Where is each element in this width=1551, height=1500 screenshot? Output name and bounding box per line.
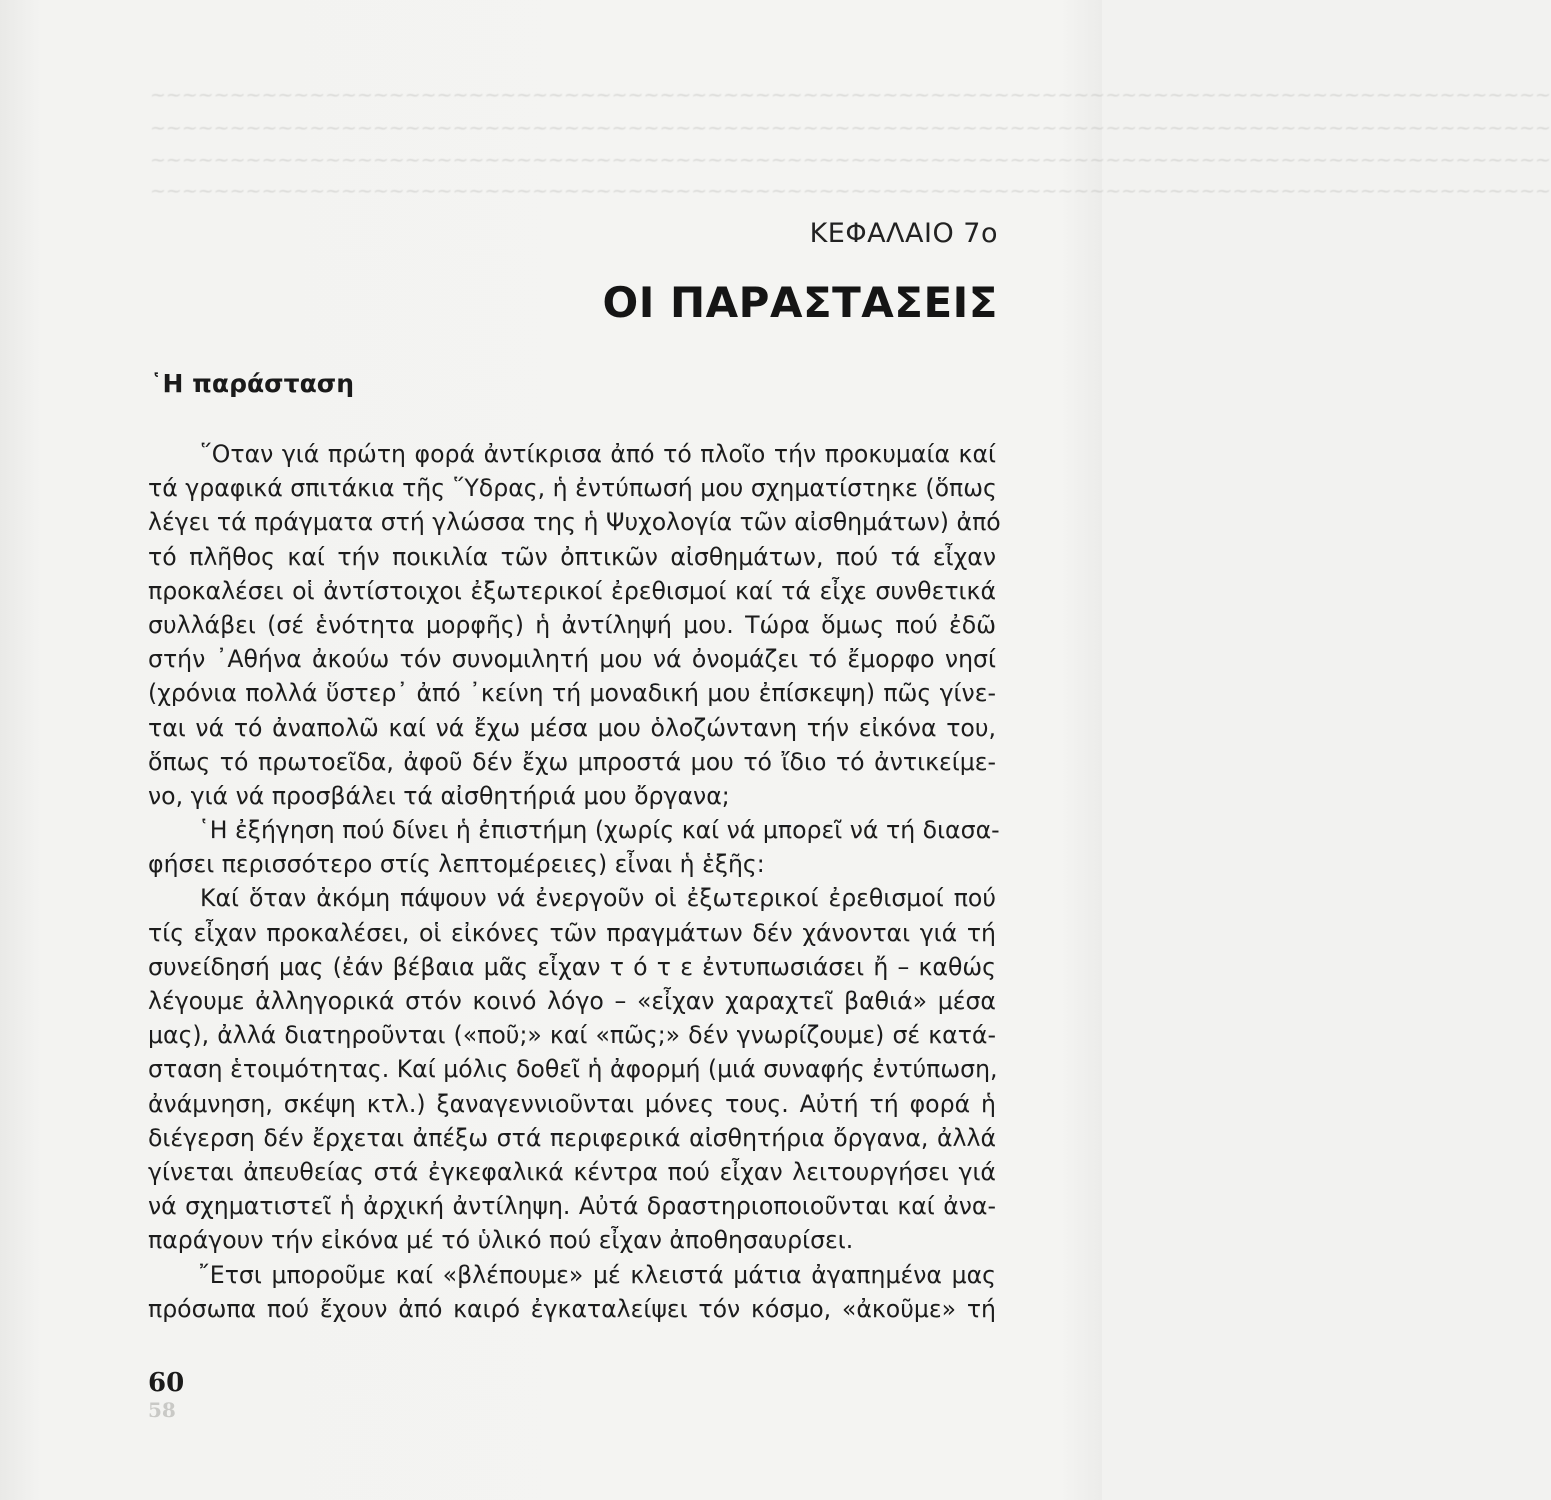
- text-line: σταση ἑτοιμότητας. Καί μόλις δοθεῖ ἡ ἀφορμή (μιά συναφής ἐντύπωση,: [148, 1055, 998, 1084]
- bleed-through-text: ~~~~~~~~~~~~~~~~~~~~~~~~~~~~~~~~~~~~~~~~~~~~~~~~~~~~~~~~~~~~~~~~~~~~~~~~~~~~~~~~~~~~~~~~: [150, 117, 1551, 139]
- text-line: μας), ἀλλά διατηροῦνται («ποῦ;» καί «πῶς;» δέν γνωρίζουμε) σέ κατά-: [148, 1021, 996, 1050]
- text-line: τό πλῆθος καί τήν ποικιλία τῶν ὀπτικῶν αἰσθημάτων, πού τά εἶχαν: [148, 542, 996, 571]
- bleed-through-text: ~~~~~~~~~~~~~~~~~~~~~~~~~~~~~~~~~~~~~~~~~~~~~~~~~~~~~~~~~~~~~~~~~~~~~~~~~~~~~~~~~~~~~~~~: [150, 180, 1551, 202]
- text-line: νά σχηματιστεῖ ἡ ἀρχική ἀντίληψη. Αὐτά δραστηριοποιοῦνται καί ἀνα-: [148, 1192, 996, 1221]
- chapter-title: ΟΙ ΠΑΡΑΣΤΑΣΕΙΣ: [602, 278, 998, 327]
- text-line: νο, γιά νά προσβάλει τά αἰσθητήριά μου ὄργανα;: [148, 781, 730, 810]
- text-line: παράγουν τήν εἰκόνα μέ τό ὑλικό πού εἶχαν ἀποθησαυρίσει.: [148, 1226, 854, 1255]
- bleed-through-text: ~~~~~~~~~~~~~~~~~~~~~~~~~~~~~~~~~~~~~~~~~~~~~~~~~~~~~~~~~~~~~~~~~~~~~~~~~~~~~~~~~~~~~~~~: [150, 149, 1551, 171]
- text-line: τίς εἶχαν προκαλέσει, οἱ εἰκόνες τῶν πραγμάτων δέν χάνονται γιά τή: [148, 918, 996, 947]
- bleed-through-text: ~~~~~~~~~~~~~~~~~~~~~~~~~~~~~~~~~~~~~~~~~~~~~~~~~~~~~~~~~~~~~~~~~~~~~~~~~~~~~~~~~~~~~~~~: [150, 84, 1551, 106]
- text-line: λέγει τά πράγματα στή γλώσσα της ἡ Ψυχολογία τῶν αἰσθημάτων) ἀπό: [148, 508, 1001, 537]
- text-line: ῎Ετσι μποροῦμε καί «βλέπουμε» μέ κλειστά μάτια ἀγαπημένα μας: [198, 1260, 996, 1289]
- text-line: προκαλέσει οἱ ἀντίστοιχοι ἐξωτερικοί ἐρεθισμοί καί τά εἶχε συνθετικά: [148, 576, 996, 605]
- text-line: ἀνάμνηση, σκέψη κτλ.) ξαναγεννιοῦνται μόνες τους. Αὐτή τή φορά ἡ: [148, 1089, 996, 1118]
- text-line: φήσει περισσότερο στίς λεπτομέρειες) εἶναι ἡ ἑξῆς:: [148, 850, 765, 879]
- text-line: (χρόνια πολλά ὕστερ᾿ ἀπό ᾿κείνη τή μοναδική μου ἐπίσκεψη) πῶς γίνε-: [148, 679, 996, 708]
- page-number: 60: [148, 1368, 185, 1398]
- text-line: Καί ὅταν ἀκόμη πάψουν νά ἐνεργοῦν οἱ ἐξωτερικοί ἐρεθισμοί πού: [200, 884, 996, 913]
- text-line: ῾Η ἐξήγηση πού δίνει ἡ ἐπιστήμη (χωρίς καί νά μπορεῖ νά τή διασα-: [198, 816, 1000, 845]
- text-line: ὅπως τό πρωτοεῖδα, ἀφοῦ δέν ἔχω μπροστά μου τό ἴδιο τό ἀντικείμε-: [148, 747, 996, 776]
- text-line: τά γραφικά σπιτάκια τῆς ῞Υδρας, ἡ ἐντύπωσή μου σχηματίστηκε (ὅπως: [148, 474, 997, 503]
- text-line: διέγερση δέν ἔρχεται ἀπέξω στά περιφερικά αἰσθητήρια ὄργανα, ἀλλά: [148, 1123, 996, 1152]
- text-line: συλλάβει (σέ ἑνότητα μορφῆς) ἡ ἀντίληψή μου. Τώρα ὅμως πού ἐδῶ: [148, 610, 996, 639]
- chapter-label: ΚΕΦΑΛΑΙΟ 7ο: [809, 218, 998, 249]
- ghost-page-number: 58: [148, 1398, 176, 1422]
- text-line: ῞Οταν γιά πρώτη φορά ἀντίκρισα ἀπό τό πλοῖο τήν προκυμαία καί: [200, 440, 996, 468]
- text-line: στήν ᾿Αθήνα ἀκούω τόν συνομιλητή μου νά ὀνομάζει τό ἔμορφο νησί: [148, 645, 996, 674]
- text-line: ται νά τό ἀναπολῶ καί νά ἔχω μέσα μου ὁλοζώντανη τήν εἰκόνα του,: [148, 713, 996, 742]
- text-line: συνείδησή μας (ἐάν βέβαια μᾶς εἶχαν τ ό τ ε ἐντυπωσιάσει ἤ – καθώς: [148, 952, 996, 981]
- body-text: [148, 437, 1001, 1326]
- text-line: λέγουμε ἀλληγορικά στόν κοινό λόγο – «εἶχαν χαραχτεῖ βαθιά» μέσα: [148, 987, 996, 1015]
- text-line: πρόσωπα πού ἔχουν ἀπό καιρό ἐγκαταλείψει τόν κόσμο, «ἀκοῦμε» τή: [148, 1294, 996, 1323]
- section-heading: ῾Η παράσταση: [150, 369, 355, 398]
- text-line: γίνεται ἀπευθείας στά ἐγκεφαλικά κέντρα πού εἶχαν λειτουργήσει γιά: [148, 1157, 996, 1186]
